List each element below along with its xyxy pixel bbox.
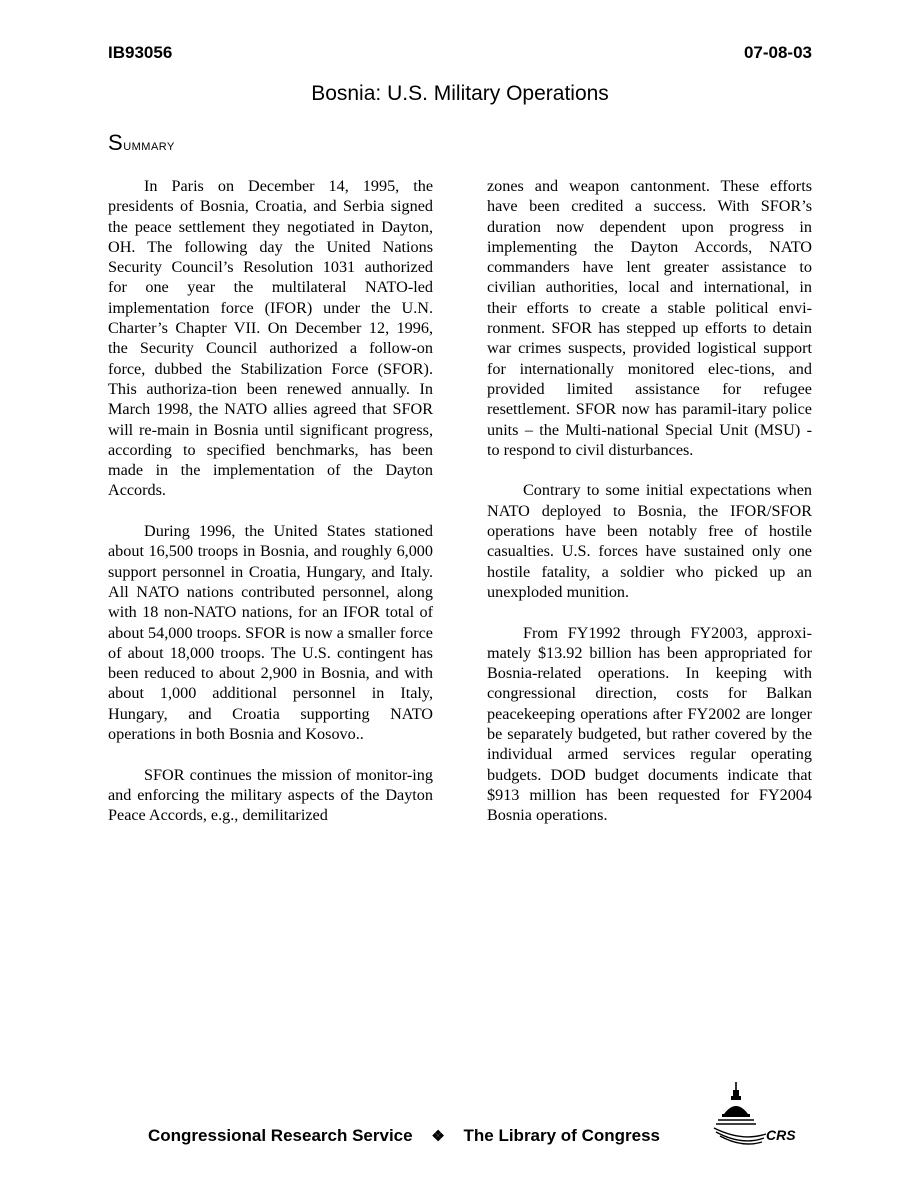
paragraph-troop-levels: During 1996, the United States stationed about 16,500 troops in Bosnia, and roughly 6,000 support personnel in Croatia, Hungary, and Italy. All NATO nations contributed personnel, along with 18 non-NATO nations, for an IFOR total of about 54,000 troops. SFOR is now a smaller force of about 18,000 troops. The U.S. contingent has been reduced to about 2,900 in Bosnia, and with about 1,000 additional personnel in Italy, Hungary, and Croatia supporting NATO operations in both Bosnia and Kosovo..	[108, 522, 433, 744]
paragraph-casualties: Contrary to some initial expectations when NATO deployed to Bosnia, the IFOR/SFOR operations have been notably free of hostile casualties. U.S. forces have sustained only one hostile fatality, a soldier who picked up an unexploded munition.	[487, 481, 812, 601]
paragraph-peace-settlement: In Paris on December 14, 1995, the presidents of Bosnia, Croatia, and Serbia signed the peace settlement they negotiated in Dayton, OH. The following day the United Nations Security Council’s Resolution 1031 authorized for one year the multilateral NATO-led implementation force (IFOR) under the U.N. Charter’s Chapter VII. On December 12, 1996, the Security Council authorized a follow-on force, dubbed the Stabilization Force (SFOR). This authoriza-tion been renewed annually. In March 1998, the NATO allies agreed that SFOR will re-main in Bosnia until significant progress, according to specified benchmarks, has been made in the implementation of the Dayton Accords.	[108, 177, 433, 500]
document-date: 07-08-03	[743, 43, 812, 62]
left-column	[108, 176, 433, 846]
page-title: Bosnia: U.S. Military Operations	[311, 82, 609, 105]
right-column	[487, 176, 812, 846]
document-id: IB93056	[108, 43, 173, 62]
diamond-separator-icon: ❖	[431, 1128, 445, 1145]
footer-library: The Library of Congress	[463, 1126, 660, 1145]
paragraph-sfor-mission: SFOR continues the mission of monitor-ing and enforcing the military aspects of the Dayton Peace Accords, e.g., demilitarized	[108, 765, 433, 825]
footer	[148, 1126, 660, 1146]
crs-logo-text: CRS	[766, 1127, 796, 1143]
footer-publisher: Congressional Research Service	[148, 1126, 413, 1145]
capitol-dome-logo-icon	[712, 1080, 812, 1150]
paragraph-costs: From FY1992 through FY2003, approxi-mately $13.92 billion has been appropriated for Bosnia-related operations. In keeping with congressional direction, costs for Balkan peacekeeping operations after FY2002 are longer be separately budgeted, but rather covered by the individual armed services regular operating budgets. DOD budget documents indicate that $913 million has been requested for FY2004 Bosnia operations.	[487, 623, 812, 825]
section-heading: Summary	[108, 130, 175, 155]
paragraph-sfor-mission-continued: zones and weapon cantonment. These efforts have been credited a success. With SFOR’s duration now dependent upon progress in implementing the Dayton Accords, NATO commanders have lent greater assistance to civilian authorities, local and international, in their efforts to create a stable political envi-ronment. SFOR has stepped up efforts to detain war crimes suspects, provided logistical support for internationally monitored elec-tions, and provided limited assistance for refugee resettlement. SFOR now has paramil-itary police units – the Multi-national Special Unit (MSU) - to respond to civil disturbances.	[487, 177, 812, 459]
